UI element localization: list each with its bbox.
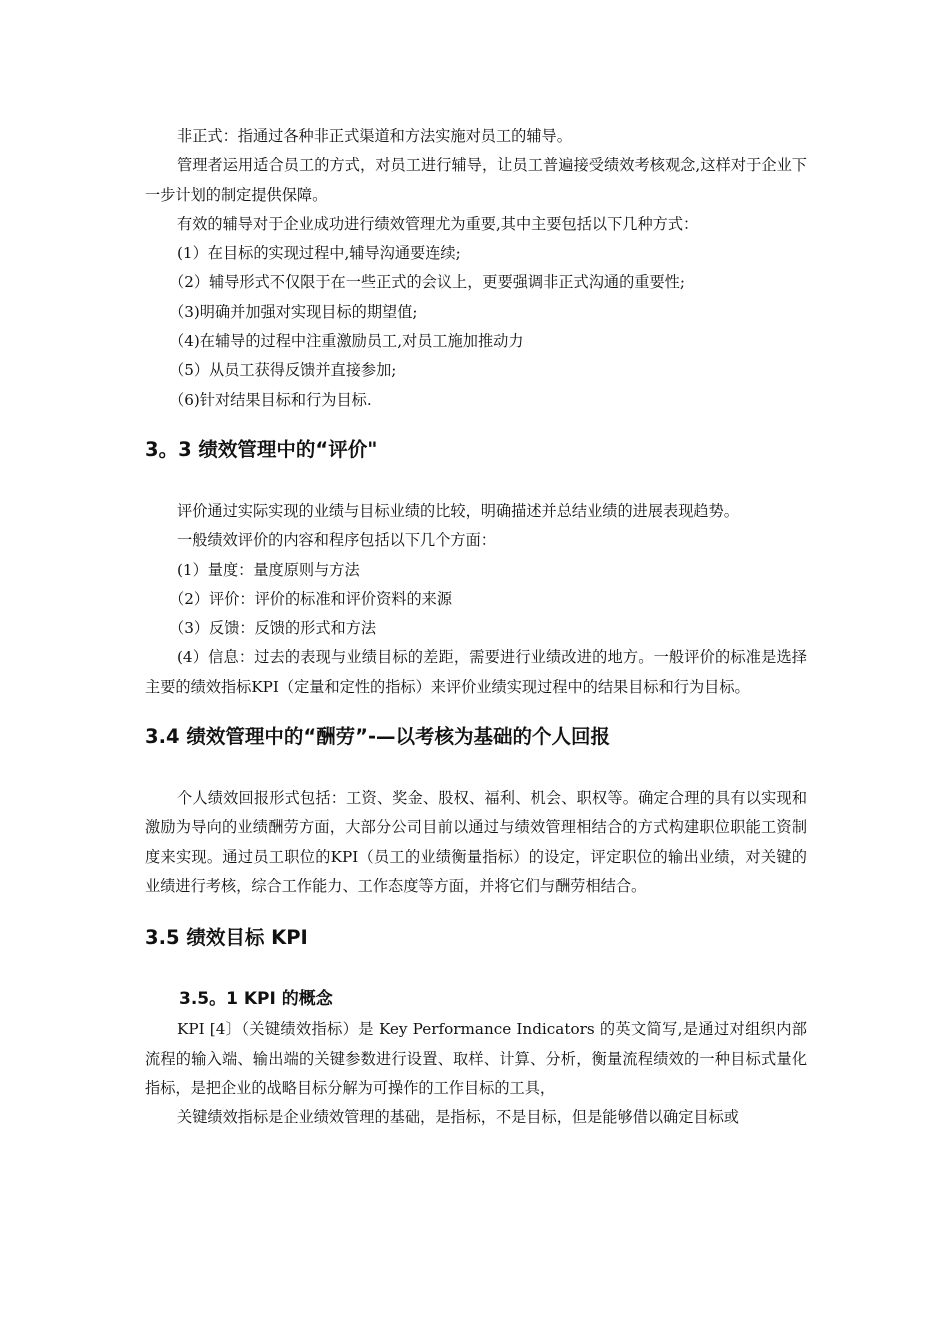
paragraph-information: (4）信息：过去的表现与业绩目标的差距，需要进行业绩改进的地方。一般评价的标准是选择主要的绩效指标KPI（定量和定性的指标）来评价业绩实现过程中的结果目标和行为目标。 (145, 648, 807, 696)
list-item: (1）在目标的实现过程中,辅导沟通要连续; (177, 244, 461, 263)
paragraph-coaching: 管理者运用适合员工的方式，对员工进行辅导，让员工普遍接受绩效考核观念,这样对于企业下一步计划的制定提供保障。 (145, 156, 807, 204)
list-item: （3）反馈：反馈的形式和方法 (169, 619, 377, 638)
list-item: （5）从员工获得反馈并直接参加; (169, 361, 397, 380)
section-heading-3-4: 3.4 绩效管理中的“酬劳”-—以考核为基础的个人回报 (145, 725, 611, 749)
paragraph-kpi-basis: 关键绩效指标是企业绩效管理的基础，是指标，不是目标，但是能够借以确定目标或 (177, 1108, 739, 1127)
paragraph-evaluation: 评价通过实际实现的业绩与目标业绩的比较，明确描述并总结业绩的进展表现趋势。 (177, 501, 739, 520)
section-heading-3-5: 3.5 绩效目标 KPI (145, 926, 308, 950)
paragraph-kpi-definition: KPI [4〕（关键绩效指标）是 Key Performance Indicators 的英文简写,是通过对组织内部流程的输入端、输出端的关键参数进行设置、取样、计算、分析，衡量流程绩效的一种目标式量化指标，是把企业的战略目标分解为可操作的工作目标的工具， (145, 1020, 807, 1097)
paragraph-reward: 个人绩效回报形式包括：工资、奖金、股权、福利、机会、职权等。确定合理的具有以实现和激励为导向的业绩酬劳方面，大部分公司目前以通过与绩效管理相结合的方式构建职位职能工资制度来实现。通过员工职位的KPI（员工的业绩衡量指标）的设定，评定职位的输出业绩，对关键的业绩进行考核，综合工作能力、工作态度等方面，并将它们与酬劳相结合。 (145, 789, 807, 895)
paragraph-evaluation-content: 一般绩效评价的内容和程序包括以下几个方面： (177, 531, 496, 550)
list-item: （2）辅导形式不仅限于在一些正式的会议上，更要强调非正式沟通的重要性; (169, 273, 685, 292)
list-item: （2）评价：评价的标准和评价资料的来源 (169, 589, 453, 608)
list-item: （6)针对结果目标和行为目标. (169, 390, 372, 409)
subsection-heading-3-5-1: 3.5。1 KPI 的概念 (179, 989, 333, 1010)
paragraph-informal: 非正式：指通过各种非正式渠道和方法实施对员工的辅导。 (177, 127, 572, 145)
list-item: （3)明确并加强对实现目标的期望值; (169, 302, 418, 321)
section-heading-3-3: 3。3 绩效管理中的“评价" (145, 437, 378, 461)
document-page (145, 122, 807, 1132)
paragraph-effective-coaching: 有效的辅导对于企业成功进行绩效管理尤为重要,其中主要包括以下几种方式： (177, 214, 699, 233)
list-item: (1）量度：量度原则与方法 (177, 560, 360, 579)
list-item: （4)在辅导的过程中注重激励员工,对员工施加推动力 (169, 332, 524, 351)
